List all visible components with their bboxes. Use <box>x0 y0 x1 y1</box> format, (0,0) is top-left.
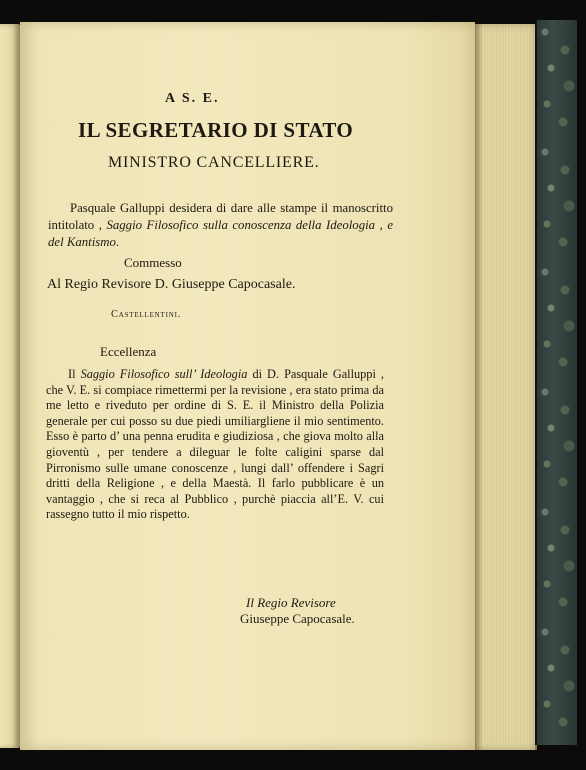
document-subtitle: MINISTRO CANCELLIERE. <box>108 154 320 171</box>
page-stack <box>475 24 537 750</box>
reviewer-line: Al Regio Revisore D. Giuseppe Capocasale. <box>47 277 296 292</box>
request-intro-text: Pasquale Galluppi desidera di dare alle stampe il manoscritto intitolato , <box>48 201 393 232</box>
letter-main-text: di D. Pasquale Galluppi , che V. E. si compiace rimettermi per la revisione , era stato prima da me letto e riveduto per ordine di S. E. il Ministro della Polizia generale per cui posso su due piedi umiliargliene il mio sentimento. Esso è parto d’ una penna erudita e giudiziosa , che giova molto alla gioventù , per tendere a dileguar le folte caligini sparse dal Pirronismo sulle umane conoscenze , lungi dall’ offendere i Sagri dritti della Religione , e della Maestà. Il farlo pubblicare è un vantaggio , che si reca al Pubblico , purchè piaccia all’E. V. cui rassegno tutto il mio rispetto. <box>46 367 384 522</box>
book-subtitle-text: e del Kantismo <box>48 218 394 249</box>
letter-salutation: Eccellenza <box>100 344 157 359</box>
signature-name: Giuseppe Capocasale. <box>240 611 355 626</box>
left-page-edge <box>0 24 20 748</box>
request-separator: , <box>375 218 388 232</box>
page-stack-shadow <box>475 24 483 750</box>
book-cover <box>535 20 577 745</box>
document-caption: A S. E. <box>165 91 220 106</box>
document-title: IL SEGRETARIO DI STATO <box>78 118 354 142</box>
request-ending: . <box>115 235 120 249</box>
cover-mottling <box>537 20 577 745</box>
letter-book-title: Saggio Filosofico sull’ Ideologia <box>80 367 248 381</box>
publication-request <box>48 200 393 251</box>
book-title-text: Saggio Filosofico sulla conoscenza della Ideologia <box>106 218 376 232</box>
letter-start-text: Il <box>68 367 81 381</box>
signature-role: Il Regio Revisore <box>246 595 336 610</box>
commission-heading: Commesso <box>124 255 182 270</box>
letter-body <box>46 367 384 523</box>
castellentini-signature: Castellentini. <box>111 309 182 320</box>
